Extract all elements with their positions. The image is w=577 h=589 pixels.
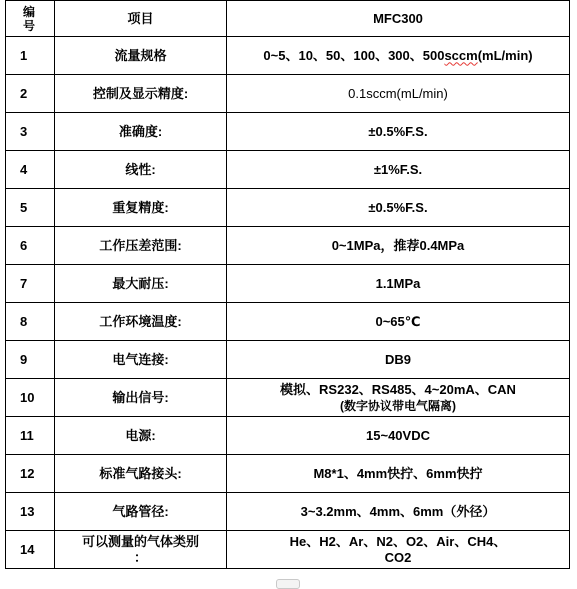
row-value-tail: (mL/min) [477,47,533,63]
row-value-line1: He、H2、Ar、N2、O2、Air、CH4、 [289,533,507,549]
row-item: 最大耐压: [55,265,227,303]
row-number: 8 [6,303,55,341]
table-row [6,531,570,569]
row-number: 10 [6,379,55,417]
table-row [6,265,570,303]
table-row [6,379,570,417]
row-value: ±0.5%F.S. [227,113,570,151]
row-value [227,531,570,569]
row-value-spellcheck: sccm [444,47,478,63]
table-row [6,113,570,151]
row-item: 流量规格 [55,37,227,75]
table-row [6,341,570,379]
row-value: 3~3.2mm、4mm、6mm（外径） [227,493,570,531]
header-number-line1: 编 [23,4,36,19]
row-item: 电气连接: [55,341,227,379]
row-value: 1.1MPa [227,265,570,303]
row-number: 11 [6,417,55,455]
row-number: 6 [6,227,55,265]
table-header-row [6,1,570,37]
row-number: 3 [6,113,55,151]
row-value: DB9 [227,341,570,379]
row-item: 控制及显示精度: [55,75,227,113]
header-value: MFC300 [227,1,570,37]
row-value: 15~40VDC [227,417,570,455]
row-number: 7 [6,265,55,303]
row-value: ±0.5%F.S. [227,189,570,227]
row-item: 准确度: [55,113,227,151]
row-number: 4 [6,151,55,189]
row-item: 线性: [55,151,227,189]
table-row [6,37,570,75]
row-number: 14 [6,531,55,569]
table-row [6,303,570,341]
table-row [6,493,570,531]
row-item: 标准气路接头: [55,455,227,493]
row-item: 工作环境温度: [55,303,227,341]
row-value: 0~1MPa，推荐0.4MPa [227,227,570,265]
row-number: 9 [6,341,55,379]
table-row [6,417,570,455]
row-value-line2: (数字协议带电气隔离) [340,398,456,413]
row-item: 输出信号: [55,379,227,417]
row-value: M8*1、4mm快拧、6mm快拧 [227,455,570,493]
row-item-line1: 可以测量的气体类别 [81,533,199,549]
row-item: 气路管径: [55,493,227,531]
row-value-main: 0~5、10、50、100、300、500 [263,47,445,63]
row-value-line2: CO2 [384,549,412,565]
row-item [55,531,227,569]
table-row [6,227,570,265]
row-item: 工作压差范围: [55,227,227,265]
header-number-line2: 号 [23,18,36,33]
row-number: 5 [6,189,55,227]
table-row [6,455,570,493]
page-handle-icon[interactable] [276,579,300,589]
row-value: 0~65℃ [227,303,570,341]
table-row [6,189,570,227]
row-item: 重复精度: [55,189,227,227]
row-item-line2: ： [133,549,147,565]
header-item: 项目 [55,1,227,37]
header-number [6,1,55,37]
row-item: 电源: [55,417,227,455]
table-row [6,75,570,113]
row-number: 12 [6,455,55,493]
row-number: 13 [6,493,55,531]
row-value [227,379,570,417]
row-value-line1: 模拟、RS232、RS485、4~20mA、CAN [280,381,516,397]
row-number: 2 [6,75,55,113]
row-value: 0.1sccm(mL/min) [227,75,570,113]
table-row [6,151,570,189]
row-number: 1 [6,37,55,75]
row-value [227,37,570,75]
row-value: ±1%F.S. [227,151,570,189]
spec-table [5,0,570,569]
